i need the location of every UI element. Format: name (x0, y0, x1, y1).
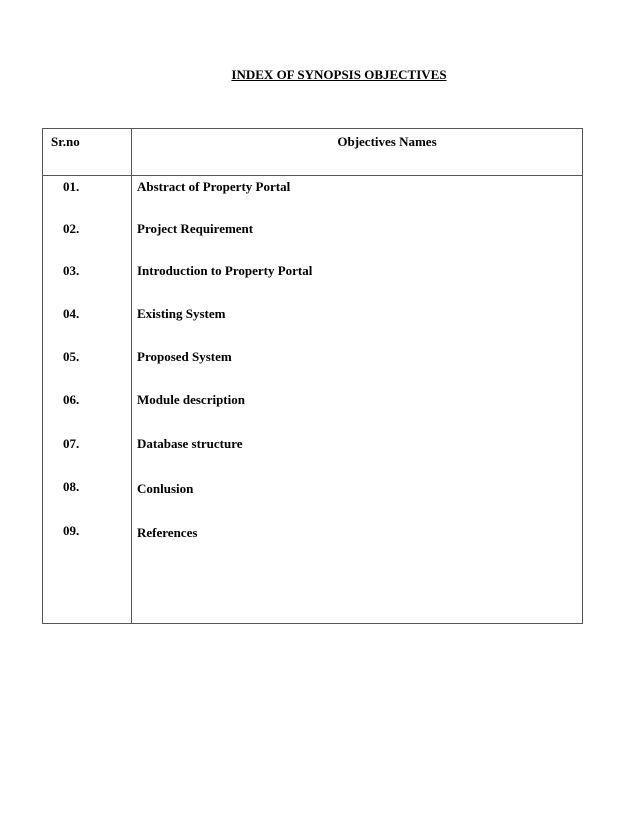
header-srno: Sr.no (51, 134, 80, 149)
row-number: 09. (63, 523, 80, 538)
row-objective: Introduction to Property Portal (137, 263, 313, 278)
table-row (43, 523, 582, 543)
table-row (43, 479, 582, 499)
header-objectives-names: Objectives Names (337, 134, 437, 149)
row-objective: Proposed System (137, 349, 232, 364)
row-number: 04. (63, 306, 80, 321)
row-objective: Database structure (137, 436, 243, 451)
table-row (43, 221, 582, 241)
table-row (43, 179, 582, 199)
row-number: 06. (63, 392, 80, 407)
objectives-table (42, 128, 583, 624)
table-row (43, 436, 582, 456)
row-objective: Module description (137, 392, 245, 407)
header-divider (43, 175, 582, 176)
row-number: 08. (63, 479, 80, 494)
row-objective: Conlusion (137, 481, 194, 496)
row-objective: Abstract of Property Portal (137, 179, 291, 194)
table-row (43, 306, 582, 326)
row-number: 01. (63, 179, 80, 194)
table-row (43, 392, 582, 412)
row-number: 03. (63, 263, 80, 278)
row-objective: References (137, 525, 198, 540)
table-row (43, 349, 582, 369)
row-number: 05. (63, 349, 80, 364)
row-number: 02. (63, 221, 80, 236)
row-objective: Existing System (137, 306, 226, 321)
page-title: INDEX OF SYNOPSIS OBJECTIVES (231, 67, 447, 82)
table-row (43, 263, 582, 283)
column-divider (131, 129, 132, 623)
row-number: 07. (63, 436, 80, 451)
row-objective: Project Requirement (137, 221, 254, 236)
